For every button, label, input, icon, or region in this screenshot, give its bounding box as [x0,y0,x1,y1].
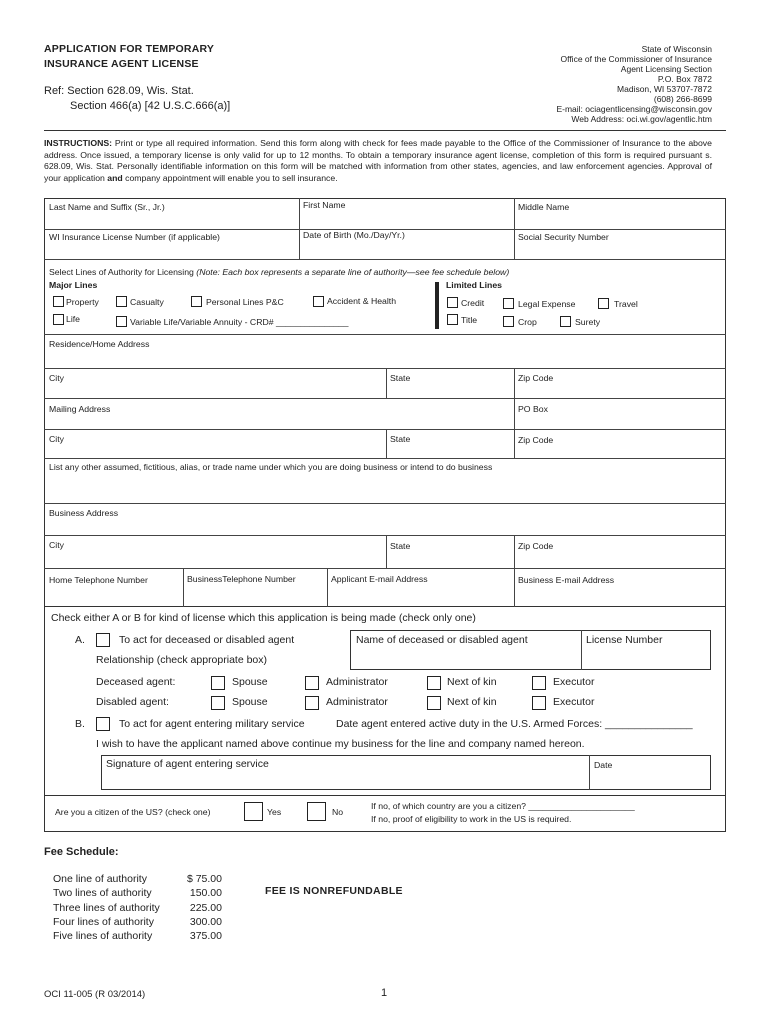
property-checkbox[interactable] [53,296,64,307]
loa-intro-note: (Note: Each box represents a separate line of authority—see fee schedule below) [196,267,510,277]
deceased-next-of-kin-label: Next of kin [447,676,497,688]
loa-intro-text: Select Lines of Authority for Licensing [49,267,197,277]
middle-name-label: Middle Name [518,202,570,212]
disabled-administrator-label: Administrator [326,696,388,708]
option-a-label: To act for deceased or disabled agent [119,634,295,646]
mailing-address-label: Mailing Address [49,404,111,414]
mailing-state-field[interactable] [390,445,512,459]
grid-divider [44,535,726,536]
disabled-administrator-checkbox[interactable] [305,696,319,710]
grid-divider [327,568,328,607]
mailing-city-field[interactable] [49,445,383,459]
residence-city-field[interactable] [49,384,383,398]
header-divider [44,130,726,131]
ssn-label: Social Security Number [518,232,609,242]
deceased-executor-label: Executor [553,676,595,688]
business-city-field[interactable] [49,552,383,566]
relationship-label: Relationship (check appropriate box) [96,654,268,666]
middle-name-field[interactable] [518,214,722,230]
option-b-label: To act for agent entering military service [119,718,305,730]
business-email-label: Business E-mail Address [518,575,615,585]
mailing-zip-label: Zip Code [518,435,554,445]
grid-divider [44,334,726,335]
business-address-field[interactable] [49,519,723,533]
legal-expense-label: Legal Expense [518,299,576,309]
travel-checkbox[interactable] [598,298,609,309]
ref-line-2: Section 466(a) [42 U.S.C.666(a)] [70,99,231,112]
signature-date-field[interactable] [594,773,710,789]
residence-state-field[interactable] [390,384,512,398]
accident-health-checkbox[interactable] [313,296,324,307]
disabled-spouse-label: Spouse [232,696,268,708]
limited-lines-separator [435,282,439,329]
deceased-spouse-label: Spouse [232,676,268,688]
agency-email-link[interactable]: E-mail: ociagentlicensing@wisconsin.gov [556,104,712,114]
fee-row-label: One line of authority [53,873,147,885]
crop-checkbox[interactable] [503,316,514,327]
grid-divider [514,368,515,398]
residence-city-label: City [49,373,64,383]
ssn-field[interactable] [518,244,722,260]
active-duty-date-label: Date agent entered active duty in the U.S. Armed Forces: _______________ [336,718,693,730]
fee-row-label: Five lines of authority [53,930,153,943]
grid-divider [44,368,726,369]
agency-line: Madison, WI 53707-7872 [617,84,712,94]
title-line-2: INSURANCE AGENT LICENSE [44,58,199,70]
mailing-address-field[interactable] [49,415,513,429]
applicant-email-field[interactable] [331,589,513,605]
surety-label: Surety [575,317,601,327]
deceased-spouse-checkbox[interactable] [211,676,225,690]
personal-lines-checkbox[interactable] [191,296,202,307]
deceased-name-field[interactable] [356,650,580,668]
mailing-city-label: City [49,434,64,444]
business-email-field[interactable] [518,589,722,605]
alias-field[interactable] [49,476,723,504]
business-phone-label: BusinessTelephone Number [187,574,296,584]
grid-divider [44,568,726,569]
business-state-field[interactable] [390,552,512,566]
dob-label: Date of Birth (Mo./Day/Yr.) [303,230,405,240]
deceased-next-of-kin-checkbox[interactable] [427,676,441,690]
wi-license-field[interactable] [49,244,298,260]
applicant-email-label: Applicant E-mail Address [331,574,428,584]
alias-label: List any other assumed, fictitious, alias, or trade name under which you are doing business or intend to do business [49,462,493,472]
citizen-yes-checkbox[interactable] [244,802,263,821]
grid-divider [386,368,387,398]
lines-of-authority-intro [49,267,509,277]
grid-divider [183,568,184,607]
residence-state-label: State [390,373,411,383]
casualty-checkbox[interactable] [116,296,127,307]
personal-lines-label: Personal Lines P&C [206,297,284,307]
grid-divider [581,630,582,670]
fee-row-amount: $ 75.00 [186,873,222,885]
property-label: Property [66,297,99,307]
agency-address-block [412,44,712,124]
title-line-1: APPLICATION FOR TEMPORARY [44,43,215,55]
credit-checkbox[interactable] [447,297,458,308]
instructions-text-end: company appointment will enable you to sell insurance. [122,172,338,183]
instructions-text: Print or type all required information. Send this form along with check for fees made payable to the Office of the Commissioner of Insurance to the above address. Once issued, a temporary license is only valid for up to 12 months. To obtain a temporary insurance agent license, completion of this form is required pursuant s. 628.09, Wis. Stat. Personally identifiable information on this form will be matched with information from other states, agencies, and law enforcement agencies. Approval of your application [44,138,712,183]
form-title [44,42,214,72]
business-address-label: Business Address [49,508,119,518]
agency-line: State of Wisconsin [641,44,712,54]
citizen-yes-label: Yes [267,807,282,817]
residence-address-label: Residence/Home Address [49,339,150,349]
po-box-field[interactable] [518,415,722,429]
crop-label: Crop [518,317,537,327]
license-number-label: License Number [586,634,663,646]
signature-date-label: Date [594,760,613,770]
disabled-agent-label: Disabled agent: [96,696,169,708]
first-name-field[interactable] [303,214,512,230]
fee-schedule-heading: Fee Schedule: [44,846,119,858]
grid-divider [44,503,726,504]
ref-line-1: Ref: Section 628.09, Wis. Stat. [44,85,194,97]
fee-row-label: Three lines of authority [53,901,160,914]
disabled-executor-label: Executor [553,696,595,708]
agency-line: Agent Licensing Section [620,64,712,74]
instructions-label: INSTRUCTIONS: [44,138,113,148]
option-a-letter: A. [75,634,85,646]
grid-divider [589,755,590,790]
business-phone-field[interactable] [187,589,325,605]
disabled-spouse-checkbox[interactable] [211,696,225,710]
grid-divider [386,535,387,568]
grid-divider [44,458,726,459]
continue-business-statement: I wish to have the applicant named above continue my business for the line and company named hereon. [96,738,585,750]
grid-divider [514,398,515,458]
citizenship-country-label: If no, of which country are you a citizen? ______________________ [371,801,635,811]
fee-row-amount: 225.00 [189,901,222,914]
grid-divider [514,535,515,607]
agency-web-link[interactable]: Web Address: oci.wi.gov/agentlic.htm [571,114,712,124]
page-number: 1 [381,987,388,999]
grid-divider [44,429,726,430]
residence-zip-label: Zip Code [518,373,554,383]
license-type-instruction: Check either A or B for kind of license which this application is being made (check only one) [51,612,476,624]
instructions-and: and [107,172,123,183]
option-a-checkbox[interactable] [96,633,110,647]
travel-label: Travel [614,299,638,309]
grid-divider [386,429,387,458]
disabled-next-of-kin-label: Next of kin [447,696,497,708]
statute-reference [44,84,230,113]
title-checkbox[interactable] [447,314,458,325]
variable-life-checkbox[interactable] [116,316,127,327]
grid-divider [44,398,726,399]
business-city-label: City [49,540,64,550]
agency-line: P.O. Box 7872 [657,74,712,84]
business-zip-label: Zip Code [518,541,554,551]
deceased-executor-checkbox[interactable] [532,676,546,690]
deceased-name-label: Name of deceased or disabled agent [356,634,528,646]
deceased-administrator-label: Administrator [326,676,388,688]
citizenship-question: Are you a citizen of the US? (check one) [55,807,211,817]
mailing-state-label: State [390,434,411,444]
option-b-checkbox[interactable] [96,717,110,731]
citizen-no-label: No [332,807,344,817]
life-label: Life [66,314,81,324]
limited-lines-heading: Limited Lines [446,280,502,290]
disabled-next-of-kin-checkbox[interactable] [427,696,441,710]
fee-row-amount: 150.00 [189,887,222,900]
fee-row-label: Two lines of authority [53,887,152,900]
legal-expense-checkbox[interactable] [503,298,514,309]
surety-checkbox[interactable] [560,316,571,327]
fee-nonrefundable-notice: FEE IS NONREFUNDABLE [265,885,403,897]
fee-schedule-labels [53,872,160,943]
citizen-no-checkbox[interactable] [307,802,326,821]
title-label: Title [461,315,478,325]
instructions-paragraph [44,138,712,184]
fee-row-amount: 300.00 [189,915,222,928]
dob-field[interactable] [303,244,512,260]
option-b-letter: B. [75,718,85,730]
agency-line: (608) 266-8699 [653,94,712,104]
form-id: OCI 11-005 (R 03/2014) [44,989,146,1000]
grid-divider [44,259,726,260]
signature-label: Signature of agent entering service [106,758,269,770]
casualty-label: Casualty [130,297,164,307]
life-checkbox[interactable] [53,314,64,325]
fee-row-amount: 375.00 [189,930,222,943]
agency-line: Office of the Commissioner of Insurance [560,54,712,64]
work-eligibility-note: If no, proof of eligibility to work in the US is required. [371,814,572,824]
disabled-executor-checkbox[interactable] [532,696,546,710]
major-lines-heading: Major Lines [49,280,98,290]
wi-license-label: WI Insurance License Number (if applicable) [49,232,220,242]
accident-health-label: Accident & Health [327,296,397,306]
residence-address-field[interactable] [49,351,723,367]
last-name-field[interactable] [49,214,298,230]
variable-life-label: Variable Life/Variable Annuity - CRD# _______________ [130,317,349,327]
business-zip-field[interactable] [518,552,722,566]
license-number-field[interactable] [586,650,710,668]
residence-zip-field[interactable] [518,384,722,398]
deceased-agent-label: Deceased agent: [96,676,176,688]
deceased-administrator-checkbox[interactable] [305,676,319,690]
fee-row-label: Four lines of authority [53,915,154,928]
home-phone-label: Home Telephone Number [49,575,148,585]
first-name-label: First Name [303,200,346,210]
last-name-label: Last Name and Suffix (Sr., Jr.) [49,202,165,212]
po-box-label: PO Box [518,404,548,414]
business-state-label: State [390,541,411,551]
fee-schedule-amounts [176,872,222,943]
credit-label: Credit [461,298,485,308]
home-phone-field[interactable] [49,589,183,605]
